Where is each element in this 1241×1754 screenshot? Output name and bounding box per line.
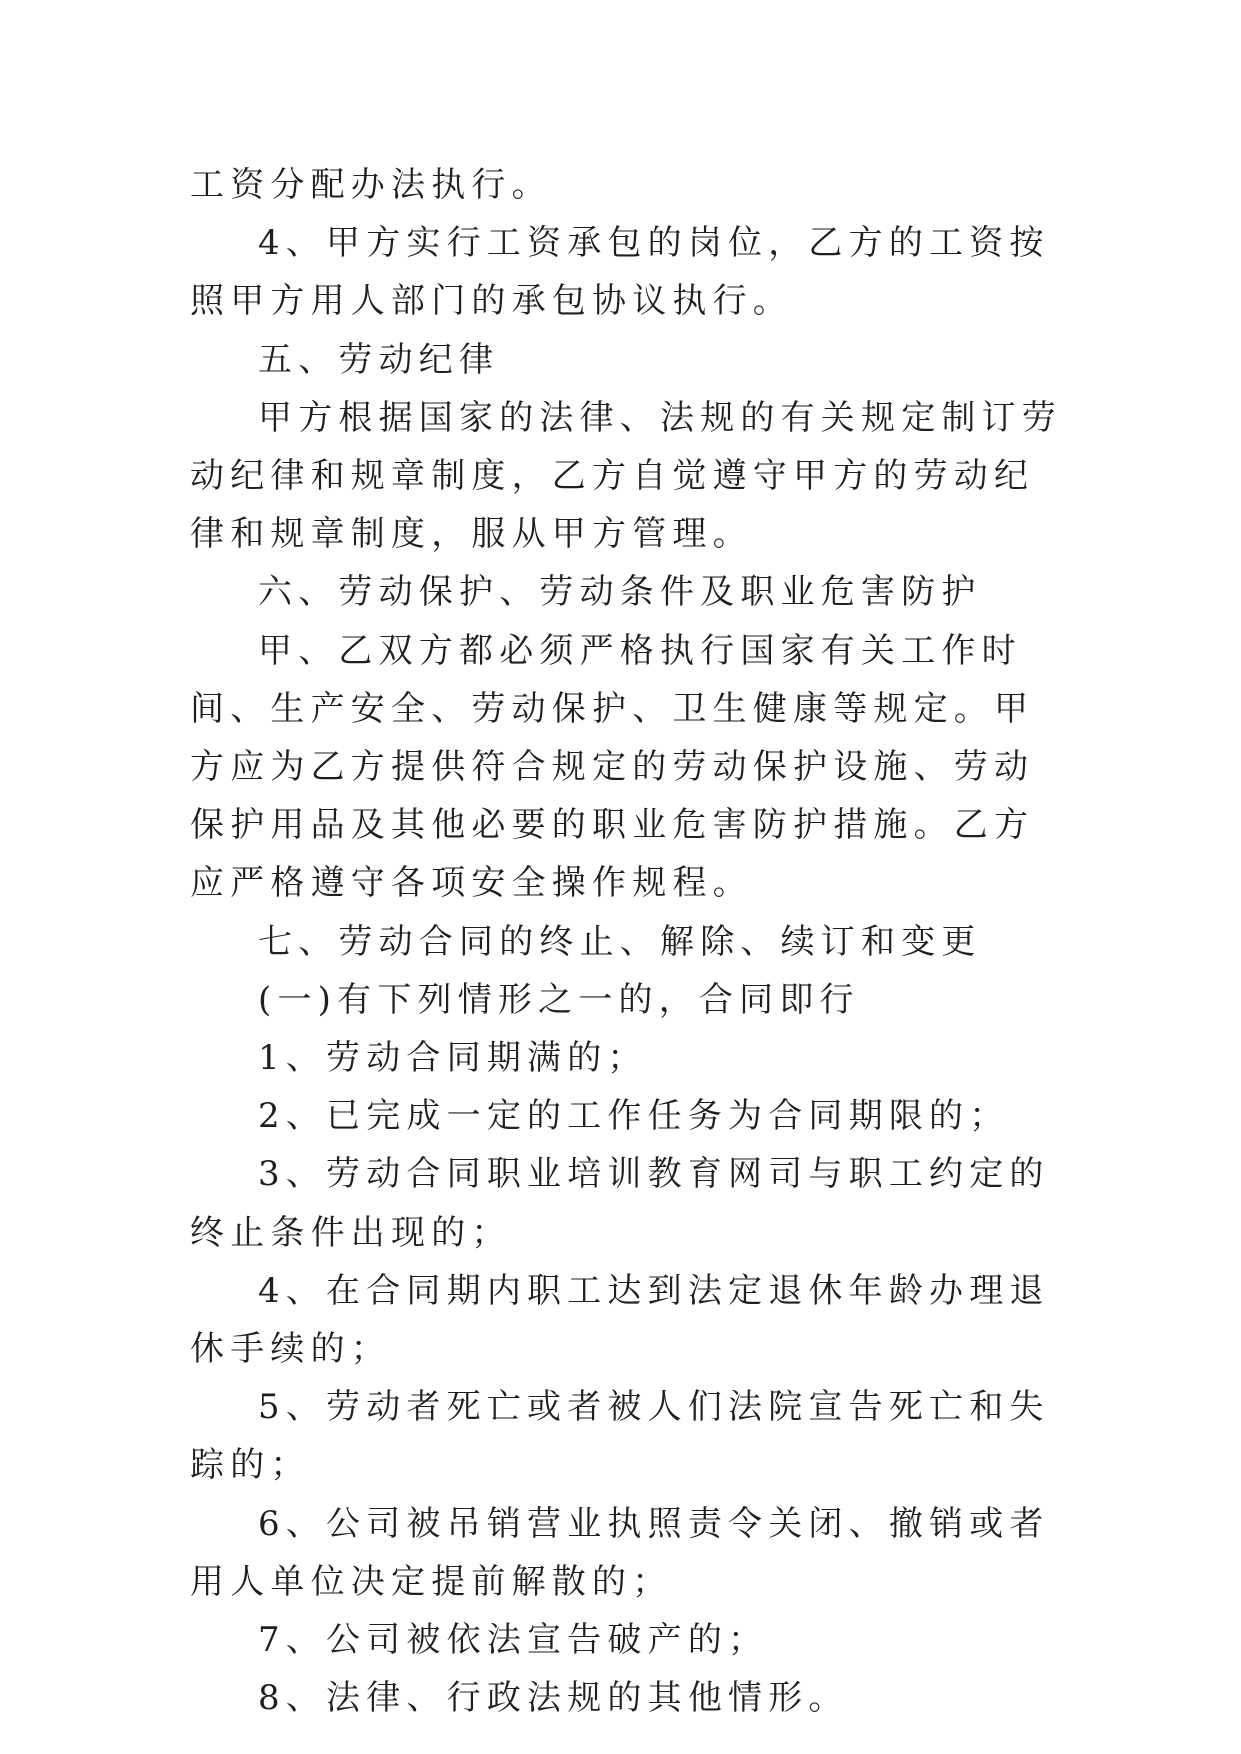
section-heading-labor-discipline: 五、劳动纪律 [258,339,500,380]
paragraph-continuation: 工资分配办法执行。 [190,165,552,205]
list-item-6: 6、公司被吊销营业执照责令关闭、撤销或者用人单位决定提前解散的； [190,1503,1050,1602]
list-item-4: 4、在合同期内职工达到法定退休年龄办理退休手续的； [190,1270,1050,1370]
list-item-7: 7、公司被依法宣告破产的； [258,1620,769,1661]
list-item-1: 1、劳动合同期满的； [258,1038,648,1079]
section-heading-labor-protection: 六、劳动保护、劳动条件及职业危害防护 [258,572,982,613]
paragraph-labor-discipline: 甲方根据国家的法律、法规的有关规定制订劳动纪律和规章制度，乙方自觉遵守甲方的劳动纪律和规章制度，服从甲方管理。 [190,397,1062,555]
document-body [190,156,1062,1727]
list-item-5: 5、劳动者死亡或者被人们法院宣告死亡和失踪的； [190,1387,1050,1486]
subsection-heading-termination-cases: (一)有下列情形之一的，合同即行 [258,979,860,1020]
list-item-8: 8、法律、行政法规的其他情形。 [258,1678,849,1719]
list-item-3: 3、劳动合同职业培训教育网司与职工约定的终止条件出现的； [190,1154,1050,1253]
section-heading-contract-termination: 七、劳动合同的终止、解除、续订和变更 [258,921,982,962]
list-item-2: 2、已完成一定的工作任务为合同期限的； [258,1096,1010,1137]
paragraph-labor-protection: 甲、乙双方都必须严格执行国家有关工作时间、生产安全、劳动保护、卫生健康等规定。甲方应为乙方提供符合规定的劳动保护设施、劳动保护用品及其他必要的职业危害防护措施。乙方应严格遵守各项安全操作规程。 [190,630,1035,904]
paragraph-item-4-wage-contract: 4、甲方实行工资承包的岗位，乙方的工资按照甲方用人部门的承包协议执行。 [190,223,1050,322]
